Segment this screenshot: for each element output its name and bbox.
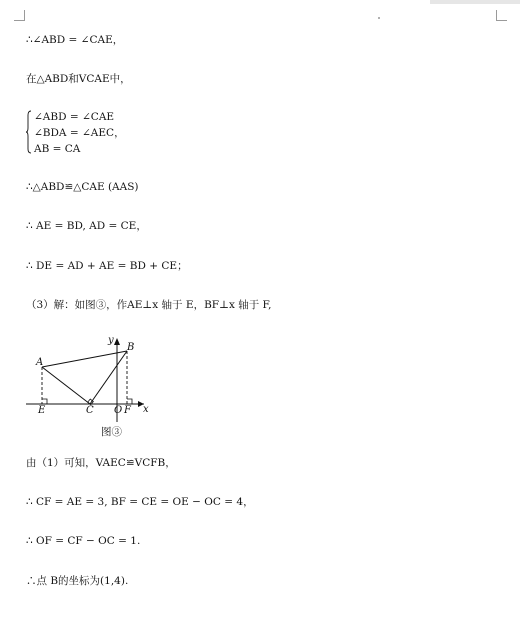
- system-row-3: AB = CA: [34, 143, 81, 155]
- label-x: x: [143, 404, 149, 415]
- text-line-9: ∴ OF = CF − OC = 1.: [26, 535, 141, 547]
- text-line-10: ∴点 B的坐标为(1,4).: [26, 575, 129, 587]
- text-line-3: ∴△ABD≌△CAE (AAS): [26, 181, 139, 193]
- brace-icon: [26, 110, 32, 154]
- geometry-figure: [26, 334, 166, 439]
- speck: [378, 17, 380, 19]
- page-corner-mark-right: [496, 10, 507, 21]
- text-line-4: ∴ AE = BD, AD = CE，: [26, 220, 147, 232]
- text-line-6: （3）解：如图③，作AE⊥x 轴于 E，BF⊥x 轴于 F,: [26, 299, 272, 311]
- label-a: A: [36, 357, 44, 368]
- label-e: E: [38, 405, 46, 416]
- label-b: B: [127, 342, 135, 353]
- label-y: y: [108, 335, 114, 346]
- text-line-2: 在△ABD和VCAE中，: [26, 73, 131, 85]
- label-c: C: [86, 405, 94, 416]
- text-line-5: ∴ DE = AD + AE = BD + CE；: [26, 260, 188, 272]
- figure-caption: 图③: [101, 426, 122, 438]
- label-f: F: [124, 405, 131, 416]
- text-line-1: ∴∠ABD = ∠CAE，: [26, 34, 124, 46]
- system-row-1: ∠ABD = ∠CAE: [34, 111, 115, 123]
- text-line-7: 由（1）可知，VAEC≌VCFB，: [26, 457, 176, 469]
- page-corner-mark-left: [14, 10, 25, 21]
- window-edge: [430, 0, 520, 4]
- system-row-2: ∠BDA = ∠AEC，: [34, 127, 125, 139]
- label-o: O: [114, 405, 123, 416]
- text-line-8: ∴ CF = AE = 3, BF = CE = OE − OC = 4，: [26, 496, 254, 508]
